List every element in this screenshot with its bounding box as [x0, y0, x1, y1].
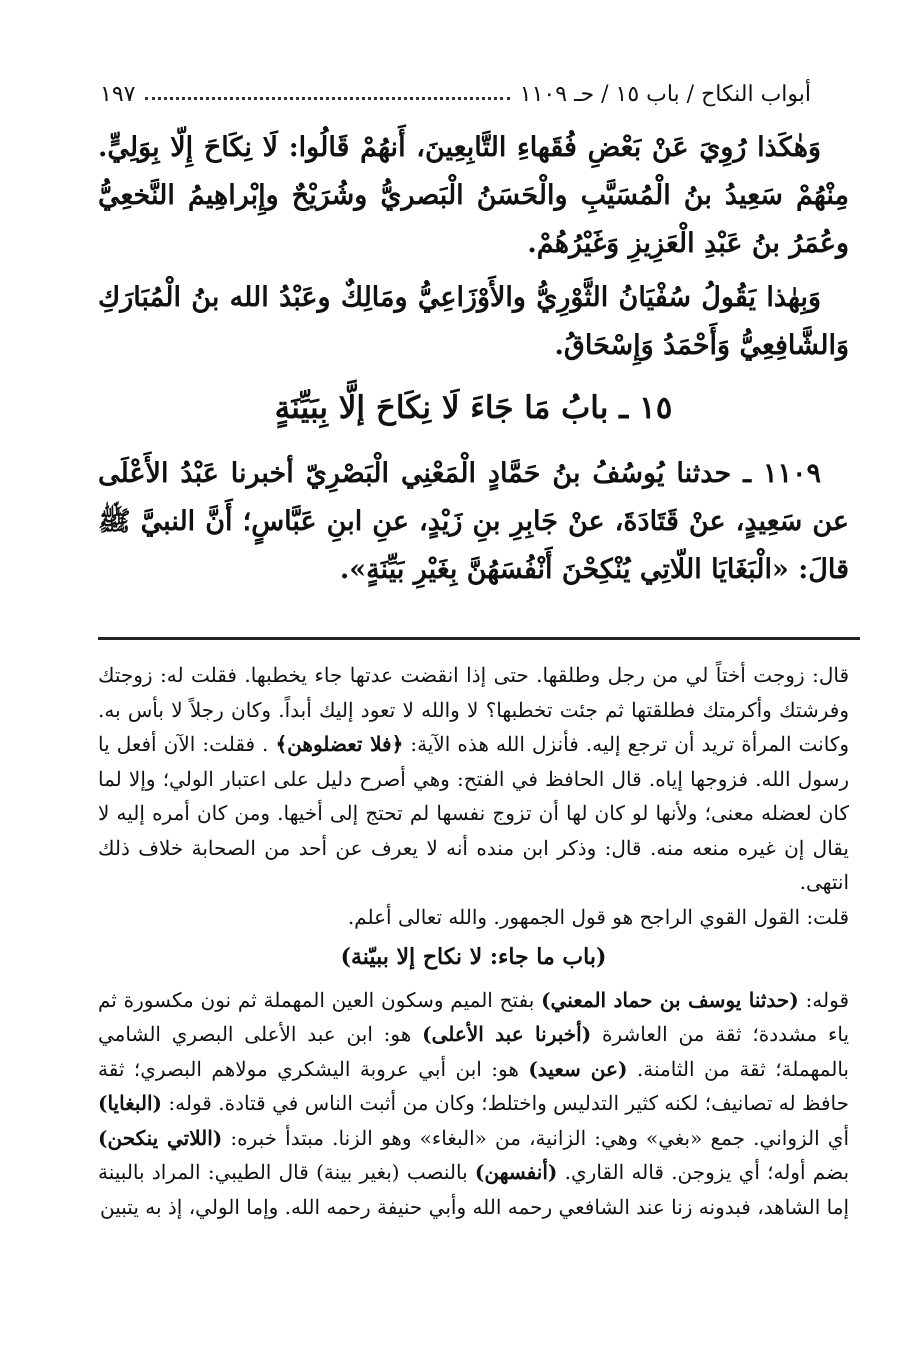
- quoted-phrase: (عن سعيد): [528, 1056, 628, 1081]
- footnote-separator: [98, 637, 860, 640]
- commentary-text: بضم أوله؛ أي يزوجن. قاله القاري.: [564, 1160, 850, 1184]
- commentary-text: هو: ابن عبد الأعلى البصري الشامي بالمهملة؛ ثقة من الثامنة.: [98, 1022, 849, 1081]
- commentary-text: . فقلت: الآن أفعل يا رسول الله. فزوجها إياه. قال الحافظ في الفتح: وهي أصرح دليل على اعتبار الولي؛ وإلا لما كان لعضله معنى؛ ولأنها لو كان لها أن تزوج نفسها لم تحتج إلى أخيها. ومن كان أمره إليه لا يقال إن غيره منعه منه. قال: وذكر ابن منده أنه لا يعرف عن أحد من الصحابة خلاف ذلك انتهى.: [98, 732, 850, 894]
- hadith-paragraph: [98, 450, 849, 594]
- commentary-paragraph-2: قلت: القول القوي الراجح هو قول الجمهور. والله تعالى أعلم.: [347, 904, 849, 929]
- commentary-text: قال: زوجت أختاً لي من رجل وطلقها. حتى إذا انقضت عدتها جاء يخطبها. فقلت له: زوجتك وفرشتك وأكرمتك فطلقتها ثم جئت تخطبها؟ لا والله لا تعود إليك أبداً. وكان رجلاً لا بأس به. وكانت المرأة تريد أن ترجع إليه. فأنزل الله هذه الآية:: [98, 663, 850, 756]
- commentary-text: أي الزواني. جمع «بغي» وهي: الزانية، من «البغاء» وهو الزنا. مبتدأ خبره:: [230, 1125, 849, 1150]
- commentary-paragraph-1: [98, 658, 849, 900]
- commentary: [98, 658, 849, 1224]
- main-text: [98, 124, 849, 594]
- quoted-phrase: (أنفسهن): [474, 1160, 558, 1184]
- commentary-text: بالنصب (بغير بينة) قال الطيبي: المراد بالبينة إما الشاهد، فبدونه زنا عند الشافعي رحمه الله وأبي حنيفة رحمه الله. وإما الولي، إذ به يتبين: [98, 1160, 849, 1219]
- commentary-text: قوله:: [805, 987, 850, 1012]
- quoted-phrase: (البغايا): [98, 1091, 163, 1115]
- commentary-text: هو: ابن أبي عروبة اليشكري مولاهم البصري؛ ثقة حافظ له تصانيف؛ لكنه كثير التدليس واختلط؛ وكان من أثبت الناس في قتادة. قوله:: [98, 1056, 849, 1115]
- header-title: أبواب النكاح / باب ١٥ / حـ ١١٠٩: [519, 81, 811, 107]
- commentary-paragraph-3: [98, 983, 849, 1225]
- hadith-text: حدثنا يُوسُفُ بنُ حَمَّادٍ الْمَعْنِي الْبَصْرِيّ أخبرنا عَبْدُ الأَعْلَى عن سَعِيدٍ، عنْ قَتَادَةَ، عنْ جَابِرِ بنِ زَيْدٍ، عنِ ابنِ عَبَّاسٍ؛ أَنَّ النبيَّ ﷺ قالَ: «الْبَغَايَا اللّاتِي يُنْكِحْنَ أَنْفُسَهُنَّ بِغَيْرِ بَيِّنَةٍ».: [98, 458, 849, 585]
- chapter-heading: ١٥ ـ بابُ مَا جَاءَ لَا نِكَاحَ إلَّا بِبَيِّنَةٍ: [274, 390, 673, 426]
- running-header: [100, 78, 811, 110]
- quoted-phrase: (أخبرنا عبد الأعلى): [422, 1022, 592, 1046]
- main-paragraph-1: وَهٰكَذا رُوِيَ عَنْ بَعْضِ فُقَهاءِ التَّابِعِينَ، أَنهُمْ قَالُوا: لَا نِكَاحَ إِلّا بِوَلِيٍّ. مِنْهُمْ سَعِيدُ بنُ الْمُسَيَّبِ والْحَسَنُ الْبَصريُّ وشُرَيْحٌ وإِبْراهِيمُ النَّخعِيُّ وعُمَرُ بنُ عَبْدِ الْعَزِيزِ وَغَيْرُهُمْ.: [98, 132, 849, 259]
- main-paragraph-2: وَبِهٰذا يَقُولُ سُفْيَانُ الثَّوْرِيُّ والأَوْزَاعِيُّ ومَالِكٌ وعَبْدُ الله بنُ الْمُبَارَكِ وَالشَّافِعِيُّ وَأَحْمَدُ وَإِسْحَاقُ.: [98, 282, 849, 361]
- hadith-number: ١١٠٩ ـ: [743, 458, 821, 489]
- quoted-phrase: (حدثنا يوسف بن حماد المعني): [541, 987, 799, 1012]
- page-number: ١٩٧: [100, 81, 136, 107]
- header-dot-leader: [145, 97, 509, 100]
- commentary-text: بفتح الميم وسكون العين المهملة ثم نون مكسورة ثم ياء مشددة؛ ثقة من العاشرة: [98, 987, 850, 1046]
- commentary-subheading: (باب ما جاء: لا نكاح إلا ببيّنة): [340, 944, 607, 970]
- quran-verse: ﴿فلا تعضلوهن﴾: [275, 732, 404, 756]
- quoted-phrase: (اللاتي ينكحن): [98, 1125, 223, 1150]
